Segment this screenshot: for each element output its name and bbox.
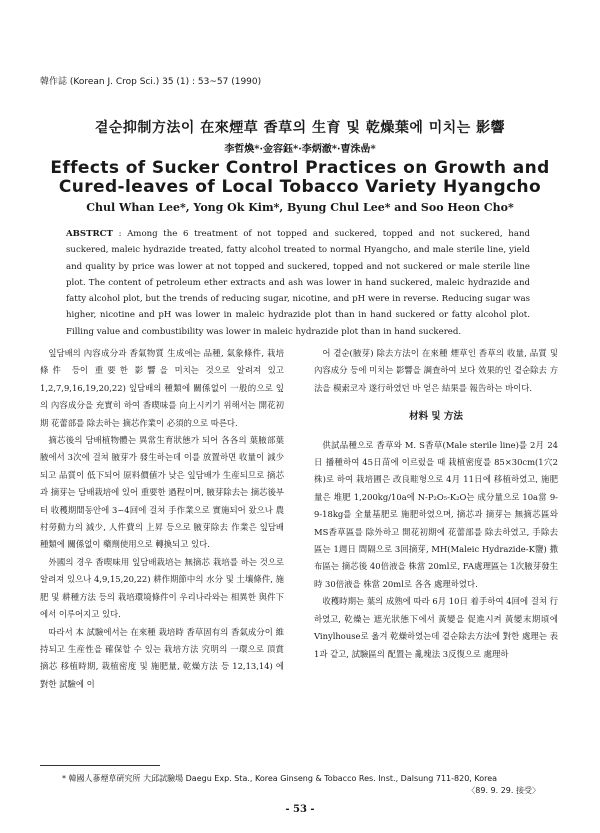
paragraph: 摘芯後의 담배植物體는 異常生育狀態가 되어 各各의 葉腋部葉腋에서 3次에 걸쳐 腋芽가 發生하는데 이를 放置하면 收量이 減少되고 品質이 低下되어 原料價値가 낮은 잎담배가 生産되므로 摘芯과 摘芽는 담배栽培에 있어 重要한 過程이며, 腋芽除去는 摘芯後부터 收穫期間동안에 3~4回에 걸쳐 手作業으로 實施되어 왔으나 農村勞動力의 減少, 人件費의 上昇 등으로 腋芽除去 作業은 잎담배 種類에 關係없이 藥劑使用으로 轉換되고 있다. bbox=[40, 435, 285, 550]
body-left-column bbox=[40, 345, 284, 693]
abstract-text: : Among the 6 treatment of not topped and suckered, topped and not suckered, hand suckered, maleic hydrazide treated, fatty alcohol treated to normal Hyangcho, and male sterile line, yield and quality by price was lower at not topped and suckered, topped and not suckered or male sterile line plot. The content of petroleum ether extracts and ash was lower in hand suckered, maleic hydrazide and fatty alcohol plot, but the trends of reducing sugar, nicotine, and pH were in reverse. Reducing sugar was higher, nicotine and pH was lower in maleic hydrazide plot than in hand suckered or fatty alcohol plot. Filling value and combustibility was lower in maleic hydrazide plot than in hand suckered. bbox=[66, 229, 530, 337]
abstract-label: ABSTRCT bbox=[66, 229, 113, 239]
title-english-line-1: Effects of Sucker Control Practices on Growth and bbox=[50, 158, 550, 178]
paragraph: 어 곁순(腋芽) 除去方法이 在來種 煙草인 香草의 收量, 品質 및 內容成分 등에 미치는 影響을 調査하여 보다 效果的인 곁순除去 方法을 模索코자 遂行하였던 바 얻은 結果를 報告하는 바이다. bbox=[314, 348, 558, 393]
page-number: - 53 - bbox=[285, 804, 315, 815]
paragraph: 供試品種으로 香草와 M. S香草(Male sterile line)를 2月 24日 播種하여 45日苗에 이르렀을 때 栽植密度를 85×30cm(1穴2株)로 하여 栽培圃은 改良畦형으로 4月 11日에 移植하였고, 施肥量은 堆肥 1,200kg/10a에 N-P₂O₅-K₂O는 成分量으로 10a當 9-9-18kg를 全量基肥로 施肥하였으며, 摘芯과 摘芽는 無摘芯區와 MS香草區를 除外하고 開花初期에 花蕾部를 除去하였고, 手除去區는 1週日 間隔으로 3回摘芽, MH(Maleic Hydrazide-K鹽) 撒布區는 摘芯後 40倍液을 株當 20ml로, FA處理區는 1次腋芽發生時 30倍液을 株當 20ml로 各各 處理하였다. bbox=[314, 439, 558, 589]
paragraph: 收穫時期는 葉의 成熟에 따라 6月 10日 着手하여 4回에 걸쳐 行하였고, 乾燥는 遮光狀態下에서 黃變을 促進시켜 黃變末期頃에 Vinylhouse로 옮겨 乾燥하였는데 곁순除去方法에 對한 處理는 表 1과 같고, 試驗區의 配置는 亂塊法 3反復으로 處理하 bbox=[314, 596, 558, 659]
footnote: * 韓國人蔘煙草硏究所 大邱試驗場 Daegu Exp. Sta., Korea Ginseng & Tobacco Res. Inst., Dalsung 711-820, Korea bbox=[62, 774, 498, 783]
journal-header: 韓作誌 (Korean J. Crop Sci.) 35 (1) : 53~57 (1990) bbox=[40, 77, 262, 87]
authors-english: Chul Whan Lee*, Yong Ok Kim*, Byung Chul Lee* and Soo Heon Cho* bbox=[86, 201, 514, 214]
authors-korean: 李哲煥*·金容鈺*·李炳澈*·曺洙嵒* bbox=[224, 144, 376, 155]
section-heading: 材料 및 方法 bbox=[409, 411, 463, 423]
received-date: 〈89. 9. 29. 接受〉 bbox=[467, 786, 540, 795]
paragraph: 잎담배의 內容成分과 香氣物質 生成에는 品種, 氣象條件, 栽培條件 등이 重要한 影響을 미치는 것으로 알려져 있고 1,2,7,9,16,19,20,22) 잎담배의 種類에 關係없이 一般的으로 잎의 內容成分을 充實히 하여 香喫味를 向上시키기 위해서는 開花初期 花蕾部를 除去하는 摘芯作業이 必須的으로 따른다. bbox=[40, 348, 284, 428]
footnote-divider bbox=[40, 765, 160, 766]
title-english-line-2: Cured-leaves of Local Tobacco Variety Hyangcho bbox=[58, 177, 542, 197]
title-korean: 곁순抑制方法이 在來煙草 香草의 生育 및 乾燥葉에 미치는 影響 bbox=[94, 120, 506, 136]
paragraph: 外國의 경우 香喫味用 잎담배栽培는 無摘芯 栽培를 하는 것으로 알려져 있으나 4,9,15,20,22) 耕作期節中의 水分 및 土壤條件, 施肥 및 耕種方法 등의 栽培環境條件이 우리나라와는 相異한 與件下에서 이루어지고 있다. bbox=[40, 556, 284, 620]
body-right-column bbox=[314, 345, 558, 663]
paragraph: 따라서 本 試驗에서는 在來種 栽培時 香草固有의 香氣成分이 維持되고 生産性을 確保할 수 있는 栽培方法 究明의 一環으로 頂賞摘芯 移植時期, 栽植密度 및 施肥量, 乾燥方法 등 12,13,14) 에 對한 試驗에 이 bbox=[40, 626, 284, 689]
abstract bbox=[66, 226, 530, 340]
